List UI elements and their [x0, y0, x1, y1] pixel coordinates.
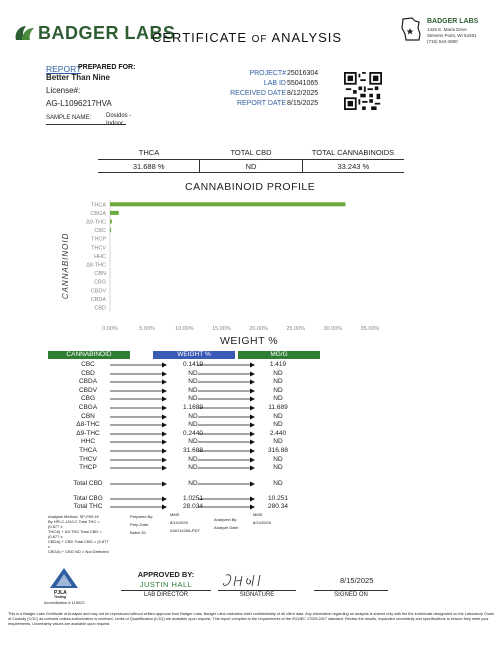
lab-director-title: LAB DIRECTOR — [143, 592, 189, 598]
summary-header-total-cannabinoids: TOTAL CANNABINOIDS — [311, 148, 395, 157]
chart-x-tick-label: 0.00% — [102, 325, 118, 332]
summary-value-total-cannabinoids: 33.243 % — [337, 162, 370, 171]
chart-x-tick-label: 10.00% — [174, 325, 194, 332]
method-line-4: CBDA) + CBD Total CBG = (0.877 x — [48, 539, 109, 549]
chart-x-tick-label: 15.00% — [212, 325, 231, 332]
client-name: Better Than Nine — [46, 73, 111, 82]
sample-name-line-1: Dosidos - — [106, 113, 132, 119]
result-mgg: 316.88 — [268, 447, 288, 454]
summary-value-total-cbd: ND — [200, 160, 302, 173]
result-weight: ND — [188, 386, 198, 394]
chart-y-tick-label: CBGA — [90, 210, 106, 217]
summary-table — [98, 146, 404, 173]
result-name: Total THC — [73, 502, 103, 510]
result-weight: 0.2440 — [183, 429, 203, 437]
received-date: 8/12/2025 — [287, 90, 319, 97]
arrow-right-icon — [110, 370, 168, 378]
arrow-right-icon — [198, 378, 256, 386]
result-name: Δ9-THC — [76, 429, 100, 437]
chart-y-tick-label: Δ8-THC — [86, 262, 106, 269]
method-line-1: Analysis Method: SP-P09-Hi — [48, 514, 99, 519]
batch-id-label: Batch ID: — [130, 530, 147, 535]
license-label: License#: — [46, 86, 81, 95]
result-mgg: ND — [273, 464, 283, 472]
prep-date: 8/14/2025 — [170, 520, 188, 525]
result-weight: ND — [188, 455, 198, 463]
method-line-3: THCA) + Δ9-THC Total CBD = (0.877 x — [48, 529, 102, 539]
qr-code-icon — [344, 72, 382, 110]
analyzed-by: MMS — [253, 512, 263, 517]
accreditation-sub: Testing — [54, 595, 67, 599]
chart-y-tick-label: CBC — [94, 228, 106, 235]
chart-x-axis-label: WEIGHT % — [220, 335, 279, 347]
chart-y-tick-label: CBG — [94, 279, 106, 286]
result-mgg: ND — [273, 395, 283, 403]
result-mgg: 280.34 — [268, 502, 288, 510]
chart-y-tick-label: CBD — [94, 305, 106, 312]
arrow-right-icon — [198, 395, 256, 403]
prepared-by-label: Prepared By: — [130, 514, 154, 519]
arrow-right-icon — [110, 413, 168, 421]
sample-name-line-2: Indoor — [106, 121, 124, 127]
chart-y-tick-label: CBN — [94, 271, 106, 278]
document-title — [152, 30, 342, 45]
arrow-right-icon — [110, 421, 168, 429]
analysis-method — [48, 514, 110, 554]
result-weight: ND — [188, 438, 198, 446]
prep-date-label: Prep Date: — [130, 522, 150, 527]
arrow-right-icon — [198, 387, 256, 395]
arrow-right-icon — [198, 438, 256, 446]
analyzed-by-label: Analyzed By: — [214, 517, 238, 522]
chart-y-tick-label: HHC — [94, 253, 106, 260]
arrow-right-icon — [110, 503, 168, 511]
sample-name-label: SAMPLE NAME: — [46, 115, 92, 121]
chart-y-axis-label: CANNABINOID — [61, 232, 70, 300]
chart-x-tick-label: 20.00% — [249, 325, 268, 332]
prep-values — [170, 512, 215, 533]
chart-y-tick-label: CBDV — [90, 288, 106, 295]
arrow-right-icon — [198, 464, 256, 472]
arrow-right-icon — [110, 395, 168, 403]
arrow-right-icon — [198, 370, 256, 378]
result-weight: 1.0251 — [183, 494, 203, 502]
result-weight: 28.034 — [183, 502, 203, 510]
result-weight: ND — [188, 412, 198, 420]
result-name: THCV — [79, 455, 97, 463]
doc-title-b: ANALYSIS — [271, 30, 343, 45]
wisconsin-state-icon — [400, 16, 422, 42]
cannabinoid-profile-chart — [40, 190, 420, 335]
result-name: CBDA — [78, 378, 98, 386]
result-name: HHC — [80, 438, 96, 446]
lab-id: 55041065 — [287, 80, 319, 87]
chart-bar — [110, 220, 112, 224]
company-address-2: Stevens Point, WI 54481 — [427, 33, 477, 38]
license-number: AG-L1096217HVA — [46, 99, 112, 108]
arrow-right-icon — [110, 404, 168, 412]
result-mgg: 1.419 — [269, 361, 287, 368]
result-name: Δ8-THC — [76, 421, 100, 429]
chart-x-tick-label: 25.00% — [286, 325, 306, 332]
results-header-cannabinoid: CANNABINOID — [48, 351, 130, 359]
result-mgg: ND — [273, 455, 283, 463]
chart-bar — [110, 211, 119, 215]
director-rule — [121, 590, 211, 591]
result-mgg: ND — [273, 369, 283, 377]
project-number: 25016304 — [287, 70, 319, 77]
badger-labs-logo-icon — [12, 22, 36, 46]
result-name: CBDV — [78, 386, 98, 394]
arrow-right-icon — [198, 421, 256, 429]
result-weight: 31.688 — [183, 447, 203, 454]
arrow-right-icon — [198, 430, 256, 438]
chart-y-tick-label: Δ9-THC — [86, 219, 106, 226]
result-name: Total CBD — [73, 479, 103, 487]
result-name: THCP — [79, 464, 97, 472]
arrow-right-icon — [198, 361, 256, 369]
doc-title-a: CERTIFICATE — [152, 30, 248, 45]
signature-label: SIGNATURE — [239, 592, 275, 598]
table-row-total-cbd — [48, 480, 348, 489]
chart-bar — [110, 202, 345, 206]
table-row — [48, 464, 348, 473]
arrow-right-icon — [110, 378, 168, 386]
arrow-right-icon — [110, 456, 168, 464]
arrow-right-icon — [110, 361, 168, 369]
signed-on-rule — [314, 590, 388, 591]
table-row-total-thc — [48, 503, 348, 512]
result-name: CBC — [81, 361, 95, 368]
lab-director-name: JUSTIN HALL — [139, 580, 193, 589]
results-header-mg-g: MG/G — [238, 351, 320, 359]
chart-x-tick-label: 30.00% — [323, 325, 343, 332]
arrow-right-icon — [198, 456, 256, 464]
analyze-date-label: Analyze Date: — [214, 525, 239, 530]
result-weight: ND — [188, 479, 198, 487]
report-label: REPORT — [46, 64, 82, 74]
approved-by-label: APPROVED BY: — [137, 570, 195, 579]
received-date-label: RECEIVED DATE — [230, 90, 286, 97]
brand-name: BADGER LABS — [38, 23, 176, 43]
summary-header-row — [98, 146, 404, 160]
chart-x-tick-label: 35.00% — [360, 325, 380, 332]
company-name: BADGER LABS — [427, 18, 479, 25]
arrow-right-icon — [198, 413, 256, 421]
summary-header-thca: THCA — [138, 148, 160, 157]
arrow-right-icon — [198, 404, 256, 412]
arrow-right-icon — [110, 438, 168, 446]
pjla-logo-icon — [46, 566, 82, 590]
result-mgg: ND — [273, 479, 283, 487]
signature-icon — [216, 572, 276, 590]
doc-title-of: OF — [251, 34, 268, 45]
result-name: CBD — [81, 369, 95, 377]
result-weight: 1.1689 — [183, 404, 203, 411]
result-mgg: ND — [273, 421, 283, 429]
result-name: Total CBG — [73, 494, 103, 502]
footer-disclaimer: This is a Badger Labs Certificate of Analysis and may not be reproduced without written approval from Badger Labs. Badger Labs maintains strict confidentiality of all client data. Any information regarding an analysis is shared only with the the individuals designated on the Laboratory Chain of Custody (COC) as contacts unless authorization is received. Limits of Quantification (LOQ) are available upon request. This report complies to the requirements of the ISO/IEC 17025:2017 standard. Review the results, expanded uncertainty and specifications to ensure they meet your requirements. Uncertainty values are available upon request. — [8, 612, 494, 626]
result-mgg: ND — [273, 412, 283, 420]
signed-on-label: SIGNED ON — [334, 592, 368, 598]
signed-date: 8/15/2025 — [340, 576, 374, 585]
arrow-right-icon — [110, 464, 168, 472]
accreditation-number: Accreditation # 115022 — [44, 600, 85, 605]
arrow-right-icon — [110, 447, 168, 455]
summary-header-total-cbd: TOTAL CBD — [230, 148, 272, 157]
result-weight: ND — [188, 421, 198, 429]
chart-y-tick-label: CBDA — [90, 296, 106, 303]
report-date: 8/15/2025 — [287, 100, 319, 107]
result-weight: 0.1419 — [183, 361, 203, 368]
sample-name — [106, 112, 131, 128]
result-weight: ND — [188, 464, 198, 472]
report-date-label: REPORT DATE — [236, 100, 286, 107]
result-mgg: ND — [273, 438, 283, 446]
chart-bar — [110, 228, 111, 232]
arrow-right-icon — [110, 495, 168, 503]
arrow-right-icon — [110, 430, 168, 438]
result-mgg: 11.689 — [268, 404, 288, 411]
project-label: PROJECT# — [249, 70, 286, 77]
result-weight: ND — [188, 378, 198, 386]
result-weight: ND — [188, 369, 198, 377]
method-line-5: CBGA) + CBG ND = Not Detected — [48, 549, 109, 554]
accreditation-name: PJLA — [54, 590, 67, 596]
prepared-by: MMS — [170, 512, 180, 517]
results-header-weight-: WEIGHT % — [153, 351, 235, 359]
result-mgg: 2.440 — [269, 429, 287, 437]
company-address-1: 1426 E. Maria Drive — [427, 27, 467, 32]
analysis-values — [253, 512, 288, 525]
arrow-right-icon — [110, 480, 168, 488]
result-name: THCA — [79, 447, 97, 454]
arrow-right-icon — [198, 447, 256, 455]
arrow-right-icon — [198, 503, 256, 511]
company-phone: (715) 544-4900 — [427, 39, 458, 44]
chart-title: CANNABINOID PROFILE — [185, 181, 316, 193]
method-line-2: By HPLC-UV/LC Total THC = (0.877 x — [48, 519, 100, 529]
chart-y-tick-label: THCP — [91, 236, 106, 243]
lab-id-label: LAB ID — [263, 80, 286, 87]
analysis-labels — [214, 517, 249, 530]
arrow-right-icon — [198, 495, 256, 503]
batch-id: AI4G1425A-PDT — [170, 528, 201, 533]
analyze-date: 8/14/2025 — [253, 520, 271, 525]
result-name: CBGA — [78, 404, 98, 411]
chart-y-tick-label: THCA — [91, 202, 106, 209]
chart-x-tick-label: 5.00% — [139, 325, 155, 332]
arrow-right-icon — [198, 480, 256, 488]
signature-rule — [218, 590, 296, 591]
summary-bottom-rule — [98, 172, 404, 173]
result-mgg: ND — [273, 386, 283, 394]
result-mgg: ND — [273, 378, 283, 386]
result-weight: ND — [188, 395, 198, 403]
chart-y-tick-label: THCV — [91, 245, 106, 252]
result-name: CBG — [80, 395, 96, 403]
prepared-for-label: PREPARED FOR: — [78, 64, 136, 71]
summary-value-thca: 31.688 % — [98, 160, 200, 173]
prep-labels — [130, 514, 160, 535]
results-table — [48, 351, 358, 511]
result-name: CBN — [81, 412, 95, 420]
arrow-right-icon — [110, 387, 168, 395]
result-mgg: 10.251 — [268, 494, 288, 502]
